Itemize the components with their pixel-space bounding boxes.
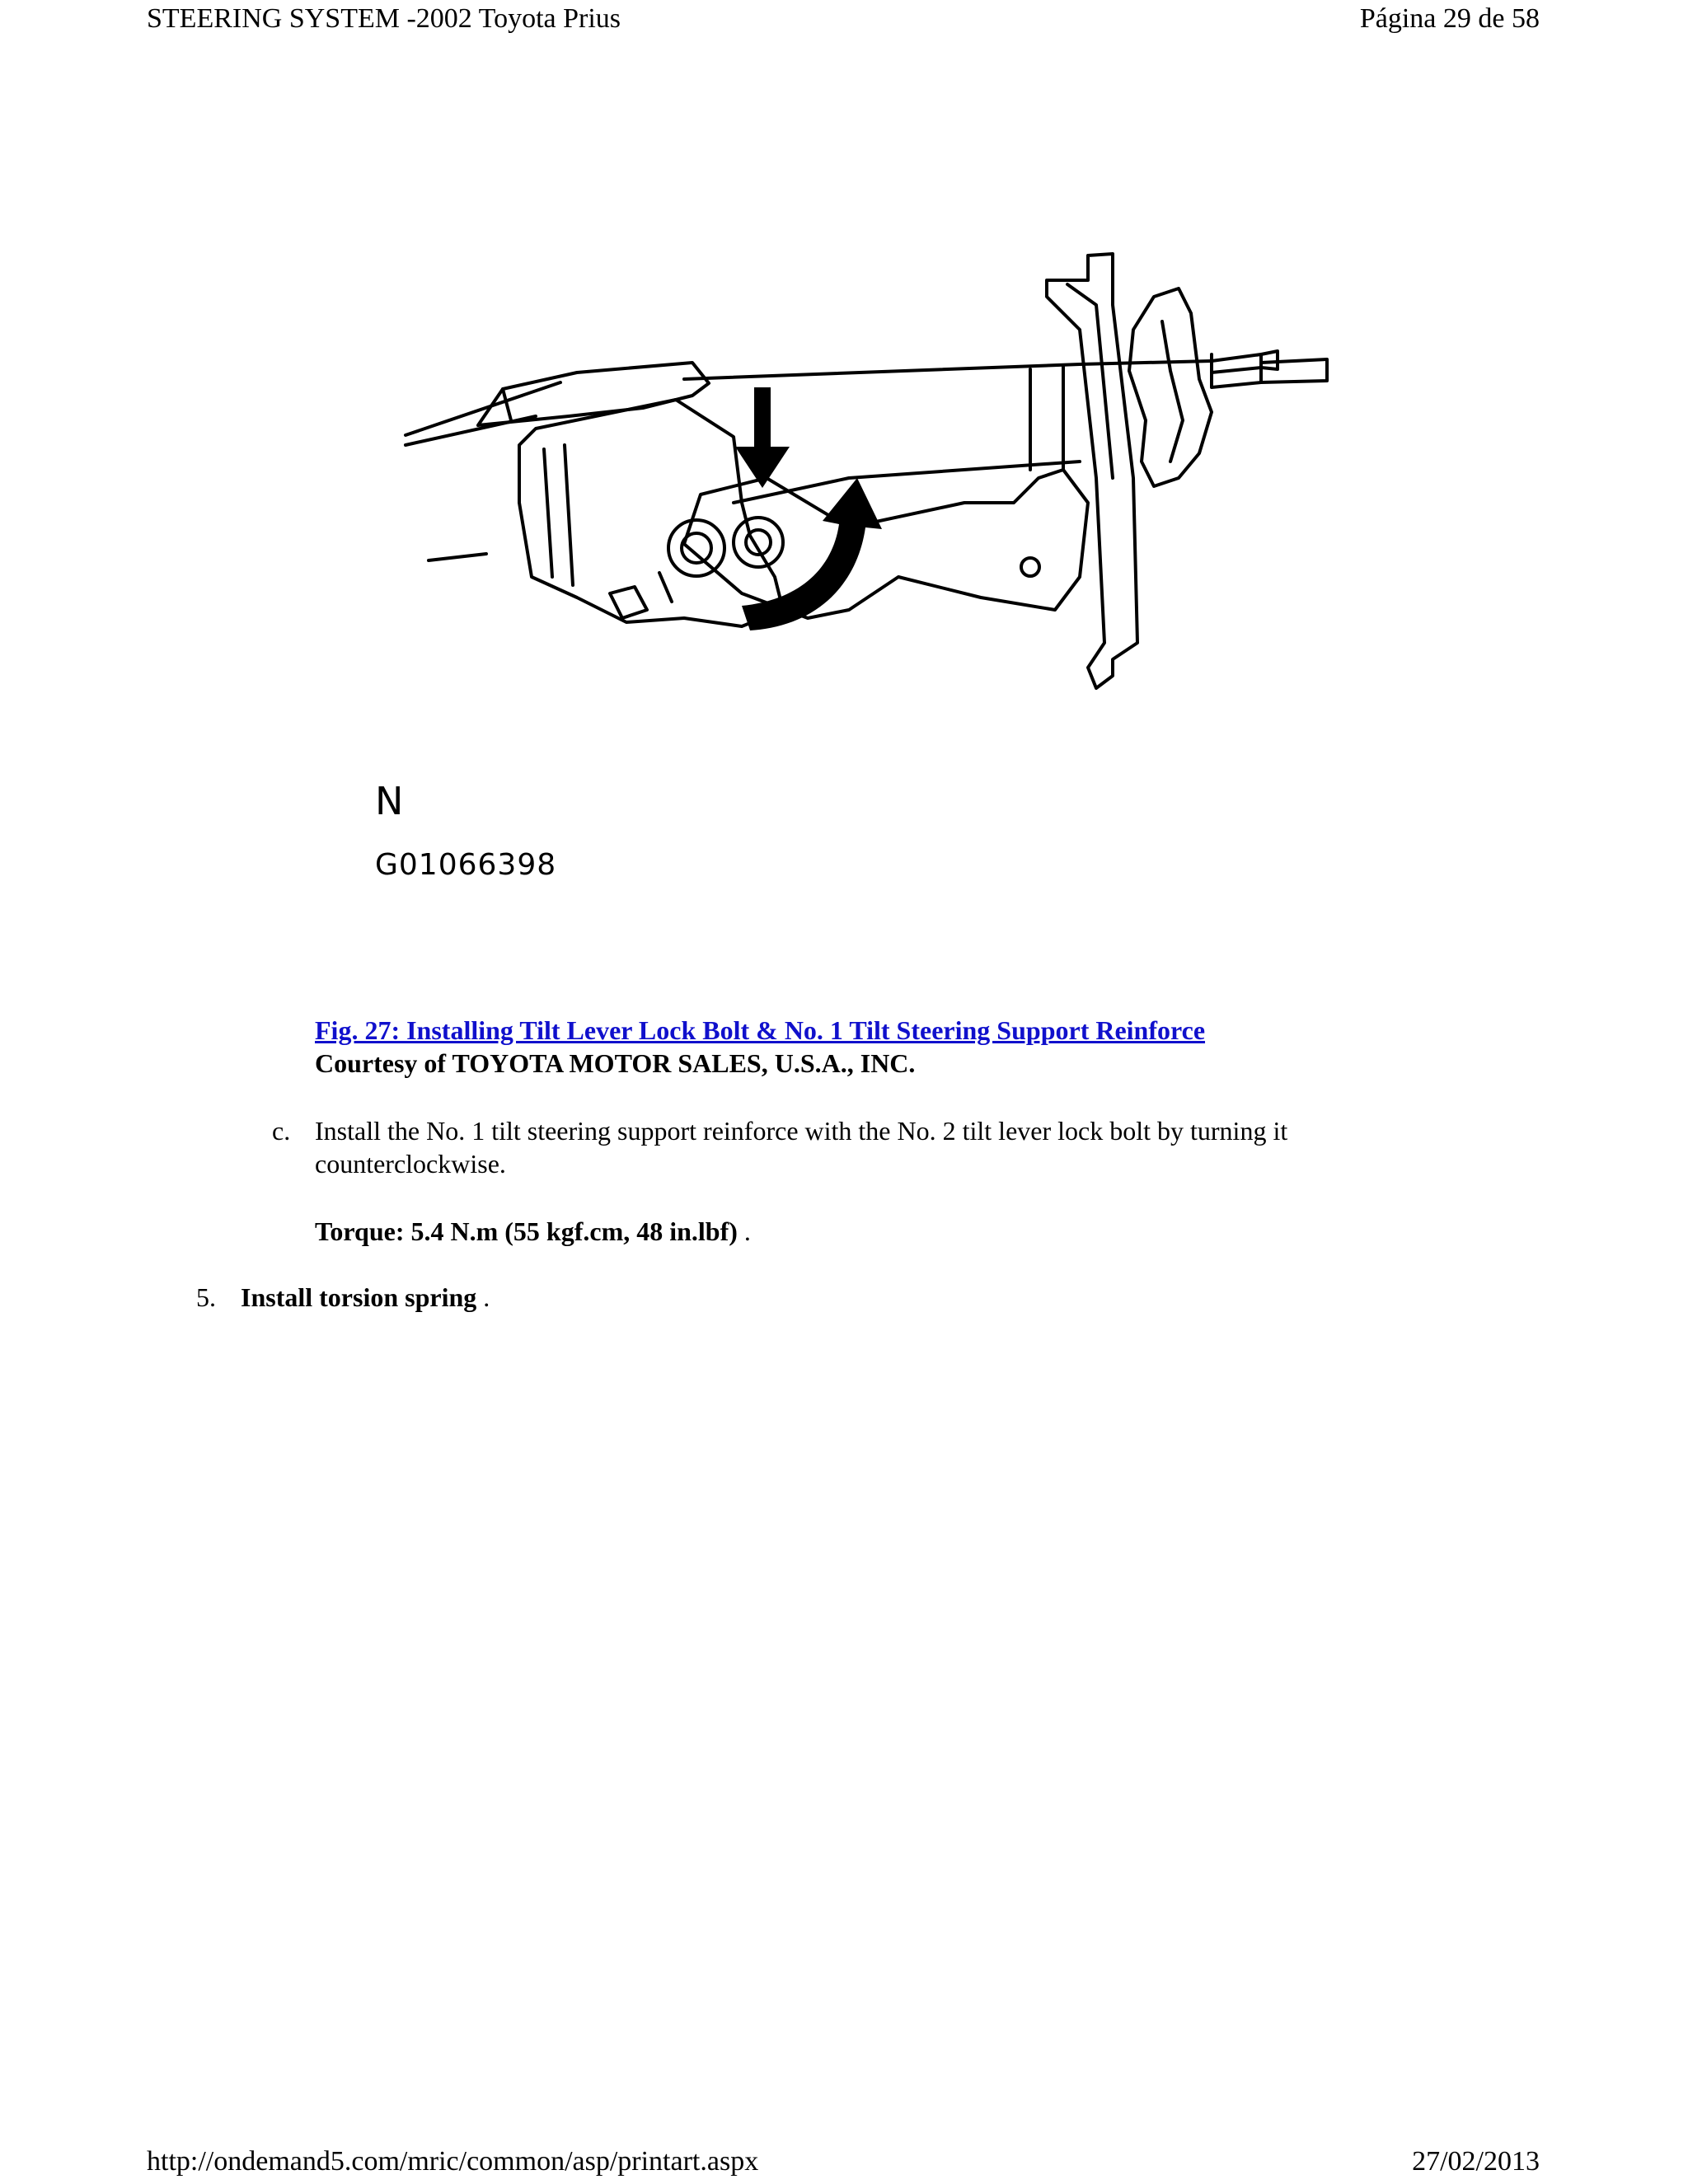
- figure-code: G01066398: [375, 848, 557, 882]
- item-5-text: [241, 1281, 490, 1314]
- item-5-label: Install torsion spring: [241, 1282, 477, 1312]
- item-5-number: 5.: [196, 1282, 216, 1312]
- figure-caption-link[interactable]: Fig. 27: Installing Tilt Lever Lock Bolt & No. 1 Tilt Steering Support Reinforce: [315, 1015, 1206, 1045]
- step-c-text: Install the No. 1 tilt steering support reinforce with the No. 2 tilt lever lock bolt by turning it counterclockwise.: [315, 1116, 1288, 1179]
- footer-date: 27/02/2013: [1412, 2146, 1540, 2177]
- item-5-suffix: .: [476, 1282, 490, 1312]
- torque-suffix: .: [737, 1216, 751, 1246]
- page-number: Página 29 de 58: [1359, 3, 1540, 34]
- torque-label: Torque: 5.4 N.m (55 kgf.cm, 48 in.lbf): [315, 1216, 738, 1246]
- torque-spec: [315, 1215, 751, 1248]
- figure-credit: Courtesy of TOYOTA MOTOR SALES, U.S.A., INC.: [315, 1048, 916, 1078]
- page-header-title: STEERING SYSTEM -2002 Toyota Prius: [147, 3, 621, 34]
- figure-view-letter: N: [375, 779, 404, 823]
- steering-column-illustration: [387, 231, 1442, 742]
- step-c-marker: c.: [272, 1116, 291, 1146]
- footer-url: http://ondemand5.com/mric/common/asp/printart.aspx: [147, 2146, 759, 2177]
